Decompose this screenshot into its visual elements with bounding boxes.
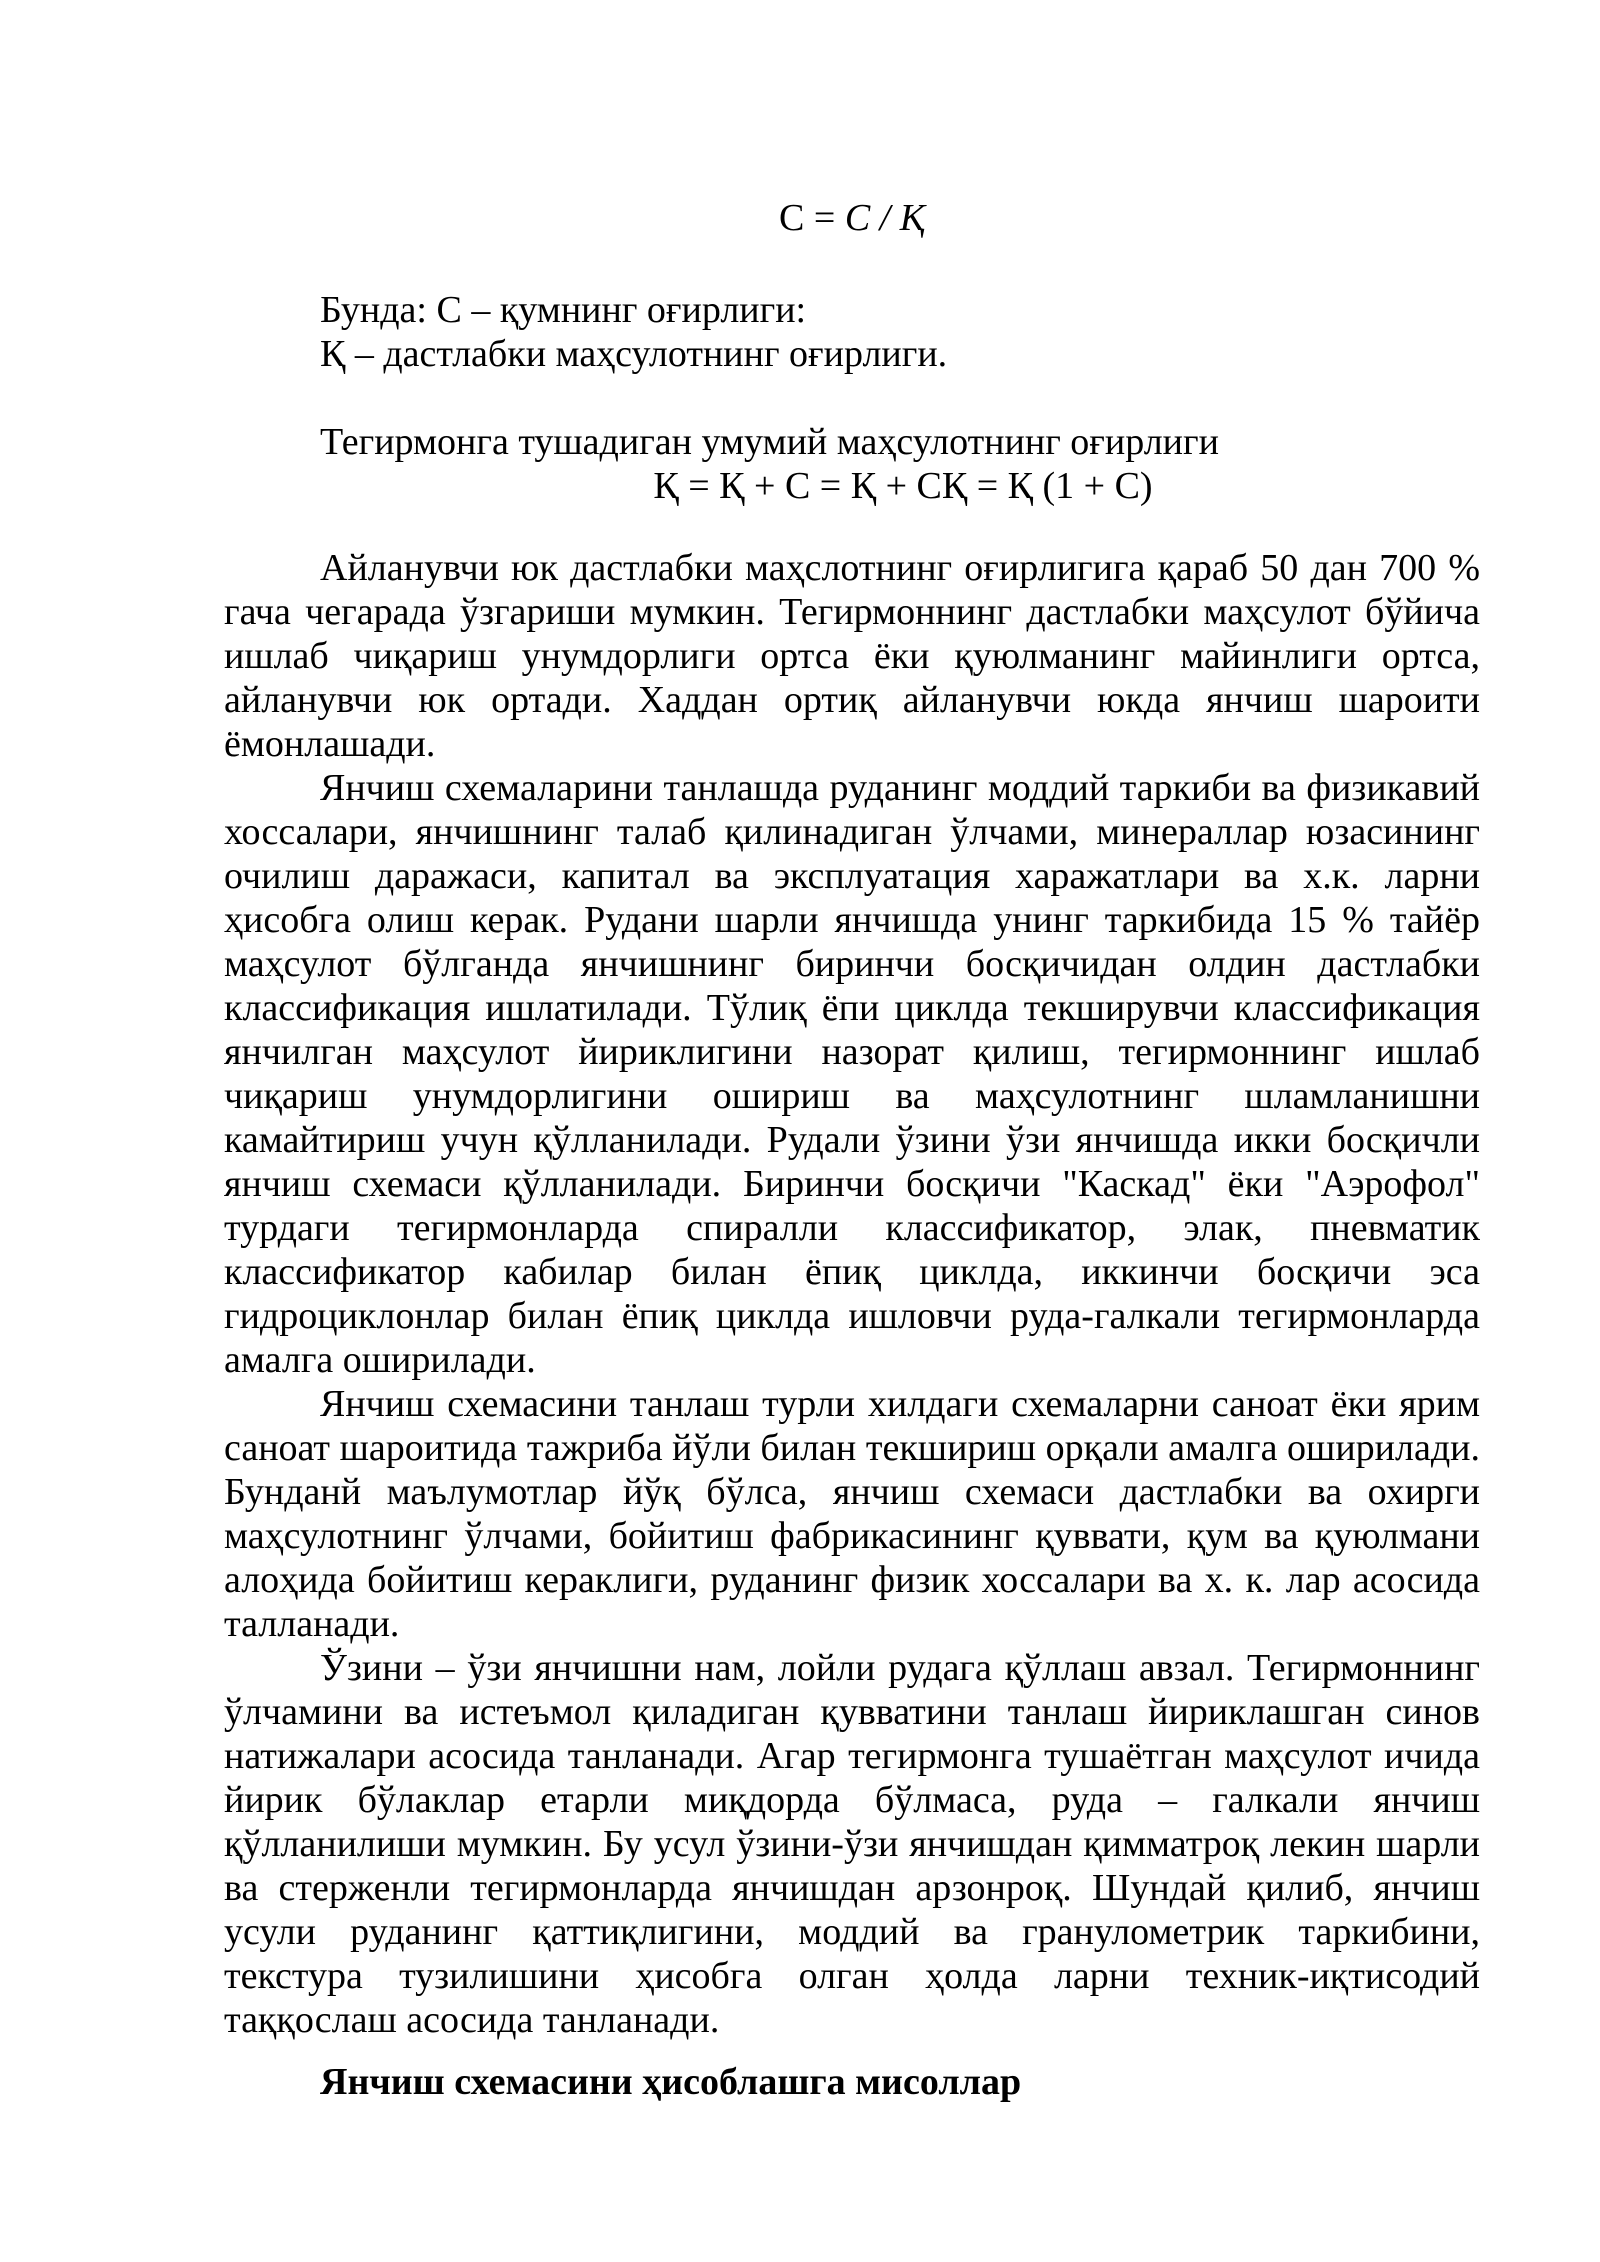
- paragraph-self-grinding: Ўзини – ўзи янчишни нам, лойли рудага қўллаш авзал. Тегирмоннинг ўлчамини ва истеъмол қиладиган қувватини танлаш йириклашган синов натижалари асосида танланади. Агар тегирмонга тушаётган маҳсулот ичида йирик бўлаклар етарли миқдорда бўлмаса, руда – галкали янчиш қўлланилиши мумкин. Бу усул ўзини-ўзи янчишдан қимматроқ лекин шарли ва стерженли тегирмонларда янчишдан арзонроқ. Шундай қилиб, янчиш усули руданинг қаттиқлигини, моддий ва гранулометрик таркибини, текстура тузилишини ҳисобга олган ҳолда ларни техник-иқтисодий таққослаш асосида танланади.: [224, 1647, 1480, 2041]
- formula-sand-ratio: [224, 196, 1480, 240]
- paragraph-grinding-scheme-selection: Янчиш схемаларини танлашда руданинг моддий таркиби ва физикавий хоссалари, янчишнинг талаб қилинадиган ўлчами, минераллар юзасининг очилиш даражаси, капитал ва эксплуатация харажатлари ва х.к. ларни ҳисобга олиш керак. Рудани шарли янчишда унинг таркибида 15 % тайёр маҳсулот бўлганда янчишнинг биринчи босқичидан олдин дастлабки классификация ишлатилади. Тўлиқ ёпи циклда текширувчи классификация янчилган маҳсулот йириклигини назорат қилиш, тегирмоннинг ишлаб чиқариш унумдорлигини ошириш ва маҳсулотнинг шламланишни камайтириш учун қўлланилади. Рудали ўзини ўзи янчишда икки босқичли янчиш схемаси қўлланилади. Биринчи босқичи "Каскад" ёки "Аэрофол" турдаги тегирмонларда спиралли классификатор, элак, пневматик классификатор кабилар билан ёпиқ циклда, иккинчи босқичи эса гидроциклонлар билан ёпиқ циклда ишловчи руда-галкали тегирмонларда амалга оширилади.: [224, 767, 1480, 1381]
- definition-sand-weight: Бунда: С – қумнинг оғирлиги:: [320, 289, 807, 331]
- formula-sand-ratio-italic: С / Қ: [844, 197, 925, 239]
- formula-sand-ratio-plain: С =: [779, 197, 845, 239]
- section-heading-calculation-examples: Янчиш схемасини ҳисоблашга мисоллар: [320, 2061, 1022, 2103]
- mill-total-weight-caption: Тегирмонга тушадиган умумий маҳсулотнинг оғирлиги: [320, 421, 1219, 463]
- paragraph-circulating-load: Айланувчи юк дастлабки маҳслотнинг оғирлигига қараб 50 дан 700 % гача чегарада ўзгариши мумкин. Тегирмоннинг дастлабки маҳсулот бўйича ишлаб чиқариш унумдорлиги ортса ёки қуюлманинг майинлиги ортса, айланувчи юк ортади. Хаддан ортиқ айланувчи юкда янчиш шароити ёмонлашади.: [224, 547, 1480, 765]
- definition-feed-weight: Қ – дастлабки маҳсулотнинг оғирлиги.: [320, 333, 948, 375]
- formula-total-weight: Қ = Қ + С = Қ + СҚ = Қ (1 + С): [653, 465, 1153, 507]
- paragraph-scheme-testing: Янчиш схемасини танлаш турли хилдаги схемаларни саноат ёки ярим саноат шароитида тажриба йўли билан текшириш орқали амалга оширилади. Бунданй маълумотлар йўқ бўлса, янчиш схемаси дастлабки ва охирги маҳсулотнинг ўлчами, бойитиш фабрикасининг қуввати, қум ва қуюлмани алоҳида бойитиш кераклиги, руданинг физик хоссалари ва х. к. лар асосида талланади.: [224, 1383, 1480, 1645]
